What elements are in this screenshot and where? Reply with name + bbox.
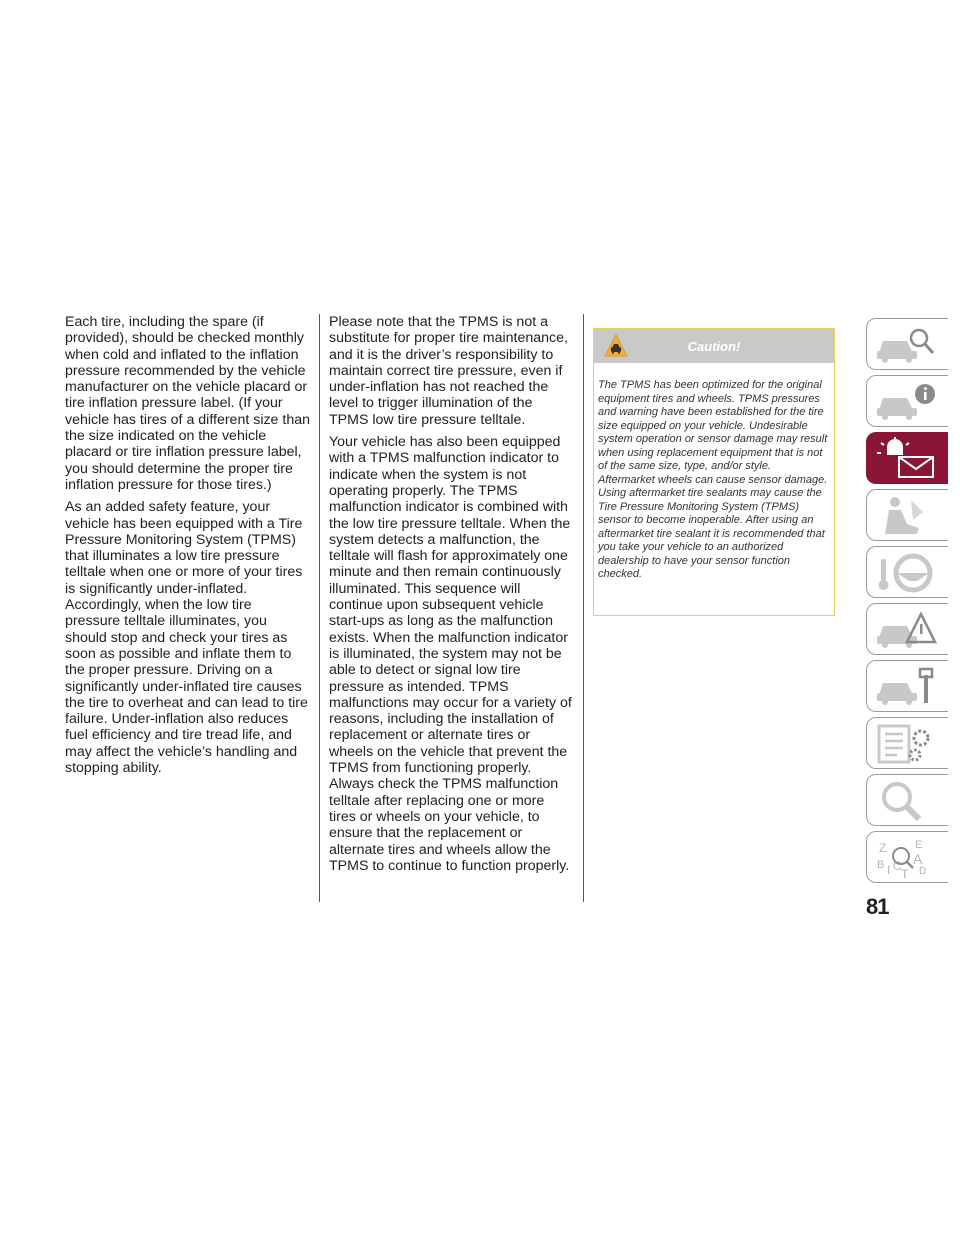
steering-wheel-icon: [873, 551, 939, 595]
text-column-1: [65, 314, 310, 782]
tab-steering-wheel[interactable]: [866, 546, 948, 598]
specifications-icon: [873, 722, 939, 766]
svg-text:I: I: [887, 863, 891, 877]
tab-warning-lights[interactable]: [866, 432, 948, 484]
svg-text:Z: Z: [879, 841, 887, 855]
caution-title: Caution!: [687, 338, 741, 354]
column-divider: [319, 314, 320, 902]
svg-text:E: E: [915, 839, 923, 851]
car-service-icon: [873, 665, 939, 709]
car-info-icon: [873, 380, 939, 424]
car-search-icon: [873, 323, 939, 367]
warning-car-icon: [604, 334, 628, 358]
svg-text:T: T: [901, 867, 909, 880]
svg-text:A: A: [913, 851, 923, 867]
warning-lights-icon: [873, 437, 939, 481]
index-icon: [873, 836, 939, 880]
car-emergency-icon: [873, 608, 939, 652]
tab-index[interactable]: [866, 831, 948, 883]
search-icon: [873, 779, 939, 823]
tab-car-service[interactable]: [866, 660, 948, 712]
paragraph: Please note that the TPMS is not a substitute for proper tire maintenance, and it is the driver’s responsibility to maintain correct tire pressure, even if under-inflation has not reached the level to trigger illumination of the TPMS low tire pressure telltale.: [329, 314, 568, 428]
tab-seat-airbag[interactable]: [866, 489, 948, 541]
svg-text:B: B: [877, 859, 885, 871]
tab-specifications[interactable]: [866, 717, 948, 769]
caution-header: [594, 329, 834, 363]
paragraph: As an added safety feature, your vehicle has been equipped with a Tire Pressure Monitoring System (TPMS) that illuminates a low tire pressure telltale when one or more of your tires is significantly under-inflated. Accordingly, when the low tire pressure telltale illuminates, you should stop and check your tires as soon as possible and inflate them to the proper pressure. Driving on a significantly under-inflated tire causes the tire to overheat and can lead to tire failure. Under-inflation also reduces fuel efficiency and tire tread life, and may affect the vehicle’s handling and stopping ability.: [65, 499, 308, 777]
tab-car-info[interactable]: [866, 375, 948, 427]
caution-text: The TPMS has been optimized for the original equipment tires and wheels. TPMS pressures and warning have been established for the tire size equipped on your vehicle. Undesirable system operation or sensor damage may result when using replacement equipment that is not of the same size, type, and/or style. Aftermarket wheels can cause sensor damage. Using aftermarket tire sealants may cause the Tire Pressure Monitoring System (TPMS) sensor to become inoperable. After using an aftermarket tire sealant it is recommended that you take your vehicle to an authorized dealership to have your sensor function checked.: [598, 379, 828, 580]
tab-car-emergency[interactable]: [866, 603, 948, 655]
caution-box: [593, 328, 835, 616]
svg-text:C: C: [893, 859, 902, 873]
paragraph: Each tire, including the spare (if provided), should be checked monthly when cold and inflated to the inflation pressure recommended by the vehicle manufacturer on the vehicle placard or tire inflation pressure label. (If your vehicle has tires of a different size than the size indicated on the vehicle placard or tire inflation pressure label, you should determine the proper tire inflation pressure for those tires.): [65, 314, 311, 493]
tab-car-search[interactable]: [866, 318, 948, 370]
paragraph: Your vehicle has also been equipped with a TPMS malfunction indicator to indicate when the system is not operating properly. The TPMS malfunction indicator is combined with the low tire pressure telltale. When the system detects a malfunction, the telltale will flash for approximately one minute and then remain continuously illuminated. This sequence will continue upon subsequent vehicle start-ups as long as the malfunction exists. When the malfunction indicator is illuminated, the system may not be able to detect or signal low tire pressure as intended. TPMS malfunctions may occur for a variety of reasons, including the installation of replacement or alternate tires or wheels on the vehicle that prevent the TPMS from functioning properly. Always check the TPMS malfunction telltale after replacing one or more tires or wheels on your vehicle, to ensure that the replacement or alternate tires and wheels allow the TPMS to continue to function properly.: [329, 434, 572, 874]
column-divider: [583, 314, 584, 902]
page-number: 81: [866, 894, 889, 919]
text-column-2: [329, 314, 575, 880]
seat-airbag-icon: [873, 494, 939, 538]
svg-text:D: D: [919, 866, 927, 877]
tab-search[interactable]: [866, 774, 948, 826]
